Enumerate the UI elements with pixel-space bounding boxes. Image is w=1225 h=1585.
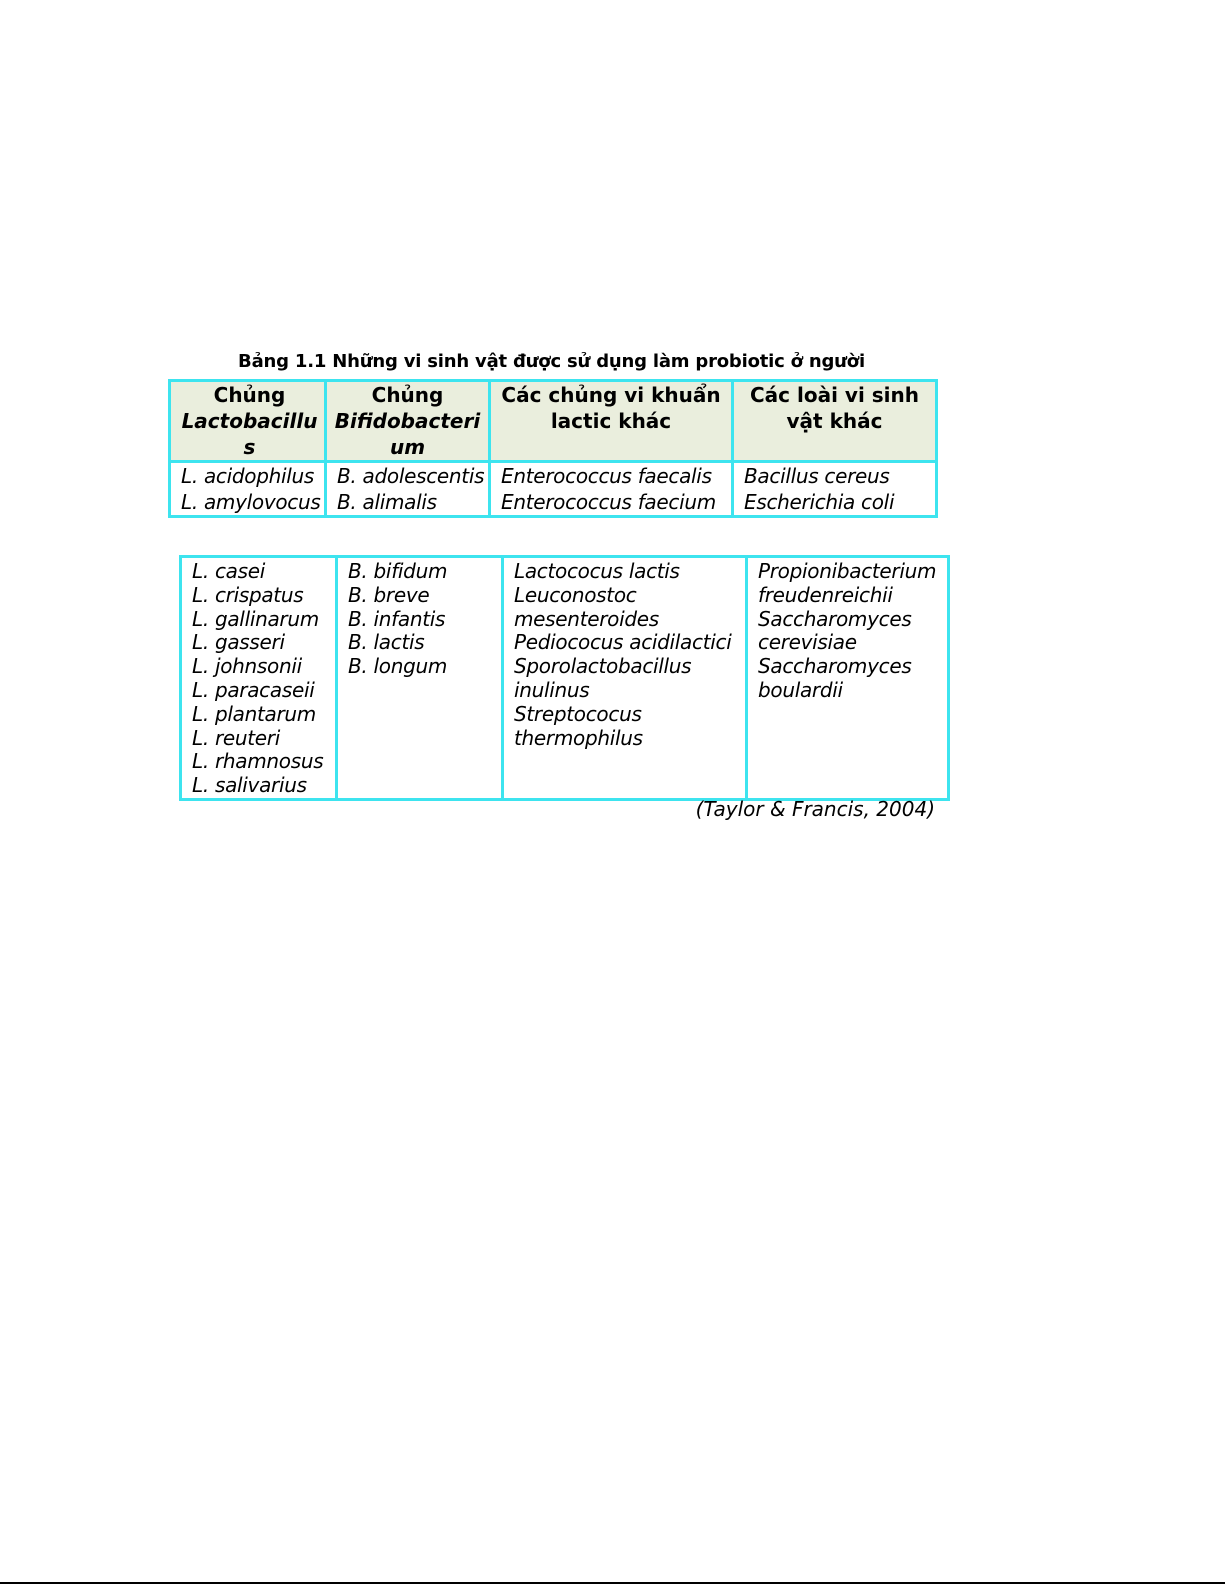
header-line: Các loài vi sinh [750,383,919,407]
cell-line: B. bifidum [348,559,448,583]
cell-line: mesenteroides [514,606,659,631]
cell-line: B. longum [348,654,448,679]
cell-line: L. crispatus [192,582,304,607]
header-line: lactic khác [550,409,672,433]
cell-line: Lactococus lactis [514,559,680,583]
cell-line: B. breve [348,582,430,607]
table-row [170,462,937,517]
cell-line: Streptococus [514,701,642,726]
cell-line: Enterococcus faecalis [501,464,712,488]
header-cell [326,381,490,462]
header-line: Chủng [213,383,286,407]
cell-line: Escherichia coli [744,490,895,514]
header-line: Các chủng vi khuẩn [501,383,721,407]
header-line: um [389,435,426,459]
cell-line: boulardii [758,677,843,702]
header-cell [490,381,733,462]
table-cell [337,557,503,800]
cell-line: freudenreichii [758,582,893,607]
table-cell [326,462,490,517]
cell-line: L. acidophilus [181,464,314,488]
cell-line: Pediococus acidilactici [514,630,732,655]
cell-line: Leuconostoc [514,582,637,607]
cell-line: cerevisiae [758,630,857,655]
cell-line: inulinus [514,677,590,702]
table-row [181,557,949,800]
cell-line: Saccharomyces [758,654,912,679]
probiotic-table-part-2 [179,555,950,801]
table-cell [490,462,733,517]
cell-line: thermophilus [514,725,643,750]
cell-line: L. johnsonii [192,654,302,679]
cell-line: L. plantarum [192,701,316,726]
table-caption: Bảng 1.1 Những vi sinh vật được sử dụng làm probiotic ở người [238,351,865,372]
header-line: s [243,435,256,459]
table-cell [747,557,949,800]
table-cell [733,462,937,517]
probiotic-table-part-1 [168,379,938,518]
cell-line: B. alimalis [337,490,437,514]
table-cell [170,462,326,517]
page-bottom-rule [0,1582,1225,1584]
table-cell [503,557,747,800]
cell-line: L. gasseri [192,630,285,655]
cell-line: Bacillus cereus [744,464,890,488]
cell-line: L. amylovocus [181,490,321,514]
cell-line: L. reuteri [192,725,280,750]
source-citation: (Taylor & Francis, 2004) [695,797,935,821]
header-line: Lactobacillu [181,409,318,433]
cell-line: Saccharomyces [758,606,912,631]
cell-line: L. salivarius [192,773,307,798]
cell-line: Sporolactobacillus [514,654,692,679]
cell-line: B. adolescentis [337,464,485,488]
cell-line: B. lactis [348,630,425,655]
table-cell [181,557,337,800]
cell-line: Propionibacterium [758,559,937,583]
cell-line: B. infantis [348,606,446,631]
cell-line: L. rhamnosus [192,749,324,774]
header-line: Bifidobacteri [334,409,481,433]
header-line: vật khác [786,409,883,433]
header-line: Chủng [371,383,444,407]
cell-line: L. gallinarum [192,606,319,631]
cell-line: Enterococcus faecium [501,490,716,514]
cell-line: L. casei [192,559,265,583]
header-cell [733,381,937,462]
cell-line: L. paracaseii [192,677,315,702]
table-header-row [170,381,937,462]
header-cell [170,381,326,462]
